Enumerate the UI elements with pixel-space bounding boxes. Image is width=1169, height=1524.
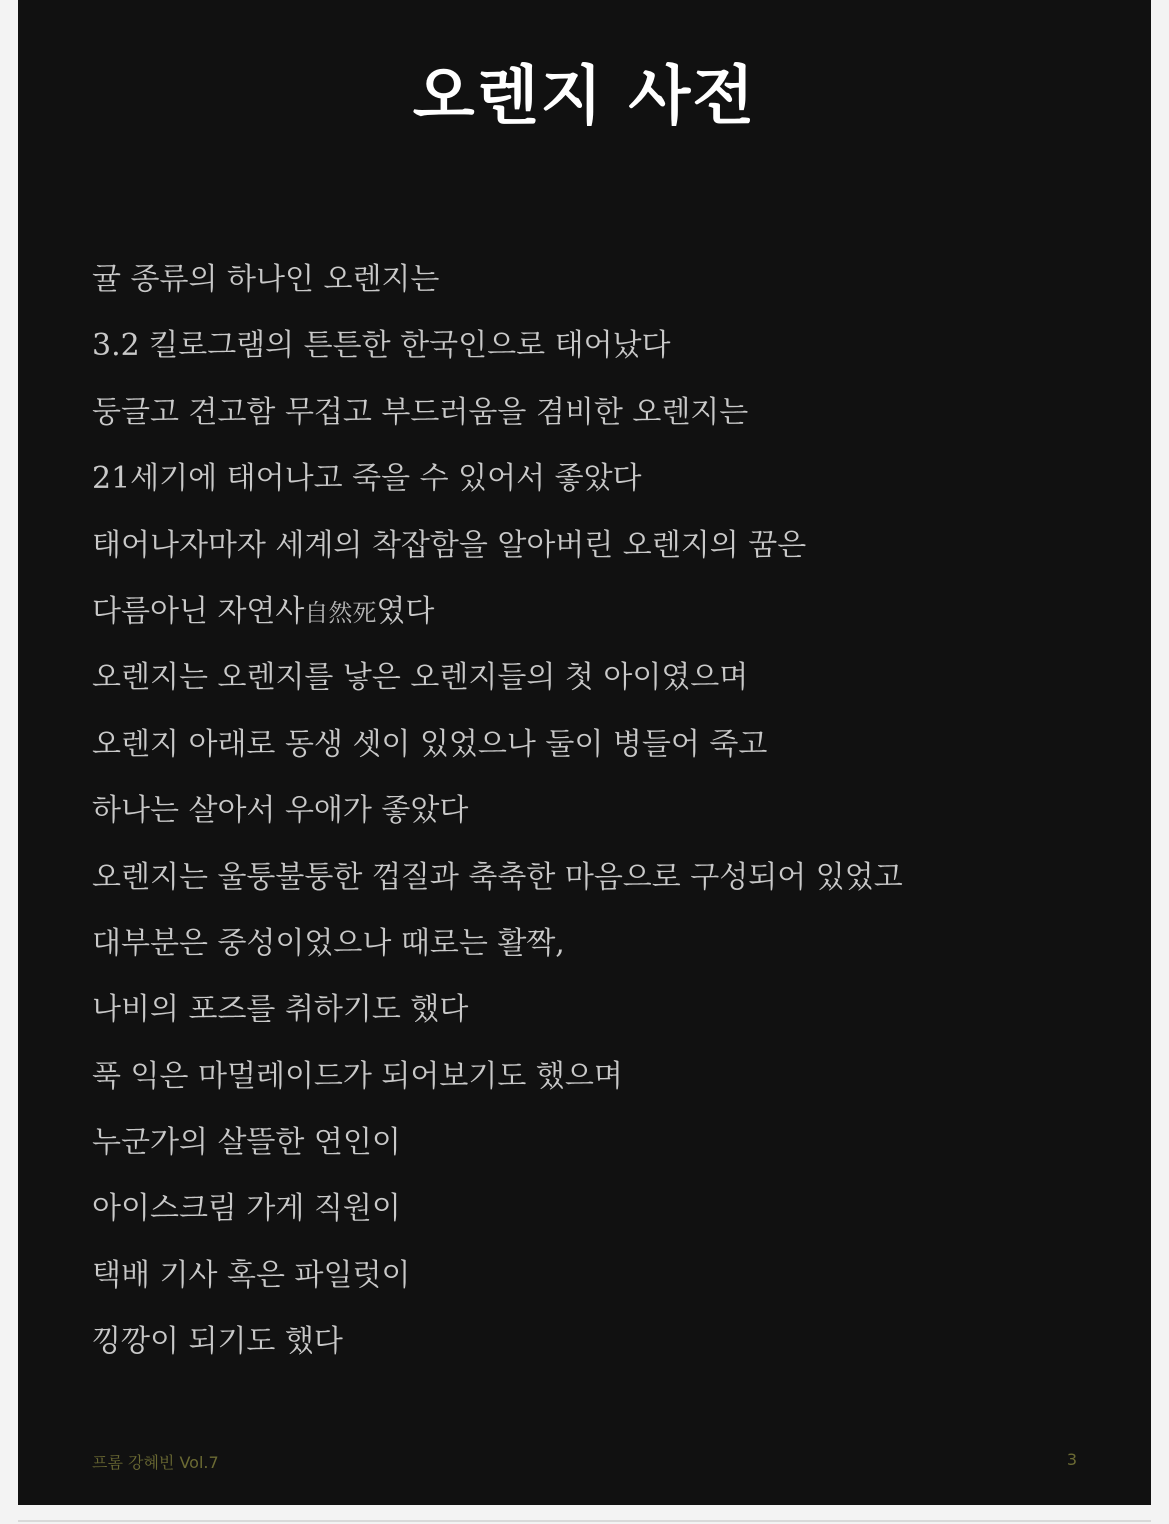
poem-line: 택배 기사 혹은 파일럿이 — [92, 1257, 411, 1293]
poem-line: 오렌지는 오렌지를 낳은 오렌지들의 첫 아이였으며 — [92, 660, 749, 696]
poem-line: 오렌지 아래로 동생 셋이 있었으나 둘이 병들어 죽고 — [92, 726, 768, 762]
poem-line: 21세기에 태어나고 죽을 수 있어서 좋았다 — [92, 461, 642, 497]
poem-line: 누군가의 살뜰한 연인이 — [92, 1125, 401, 1161]
poem-line: 나비의 포즈를 취하기도 했다 — [92, 992, 469, 1028]
poem-line: 3.2 킬로그램의 튼튼한 한국인으로 태어났다 — [92, 328, 671, 364]
poem-line: 둥글고 견고함 무겁고 부드러움을 겸비한 오렌지는 — [92, 394, 749, 430]
poem-line: 푹 익은 마멀레이드가 되어보기도 했으며 — [92, 1058, 623, 1094]
poem-line: 낑깡이 되기도 했다 — [92, 1324, 343, 1360]
poem-line: 아이스크림 가게 직원이 — [92, 1191, 401, 1227]
hanja-annotation: 自然死 — [304, 598, 377, 627]
page-number: 3 — [1066, 1450, 1077, 1469]
poem-line: 귤 종류의 하나인 오렌지는 — [92, 262, 440, 297]
poem-line: 하나는 살아서 우애가 좋았다 — [92, 793, 469, 829]
page-bottom-divider — [18, 1520, 1151, 1522]
poem-line: 대부분은 중성이었으나 때로는 활짝, — [92, 925, 565, 961]
page-title: 오렌지 사전 — [412, 59, 757, 134]
poem-body — [92, 258, 903, 1387]
poem-line: 오렌지는 울퉁불퉁한 껍질과 축축한 마음으로 구성되어 있었고 — [92, 859, 903, 895]
poem-line: 태어나자마자 세계의 착잡함을 알아버린 오렌지의 꿈은 — [92, 527, 807, 563]
poem-line-suffix: 였다 — [376, 593, 435, 629]
poem-line-text: 다름아닌 자연사 — [92, 593, 305, 629]
document-page — [18, 0, 1151, 1505]
footer-publication: 프롬 강혜빈 Vol.7 — [92, 1453, 219, 1472]
poem-line — [92, 590, 903, 656]
